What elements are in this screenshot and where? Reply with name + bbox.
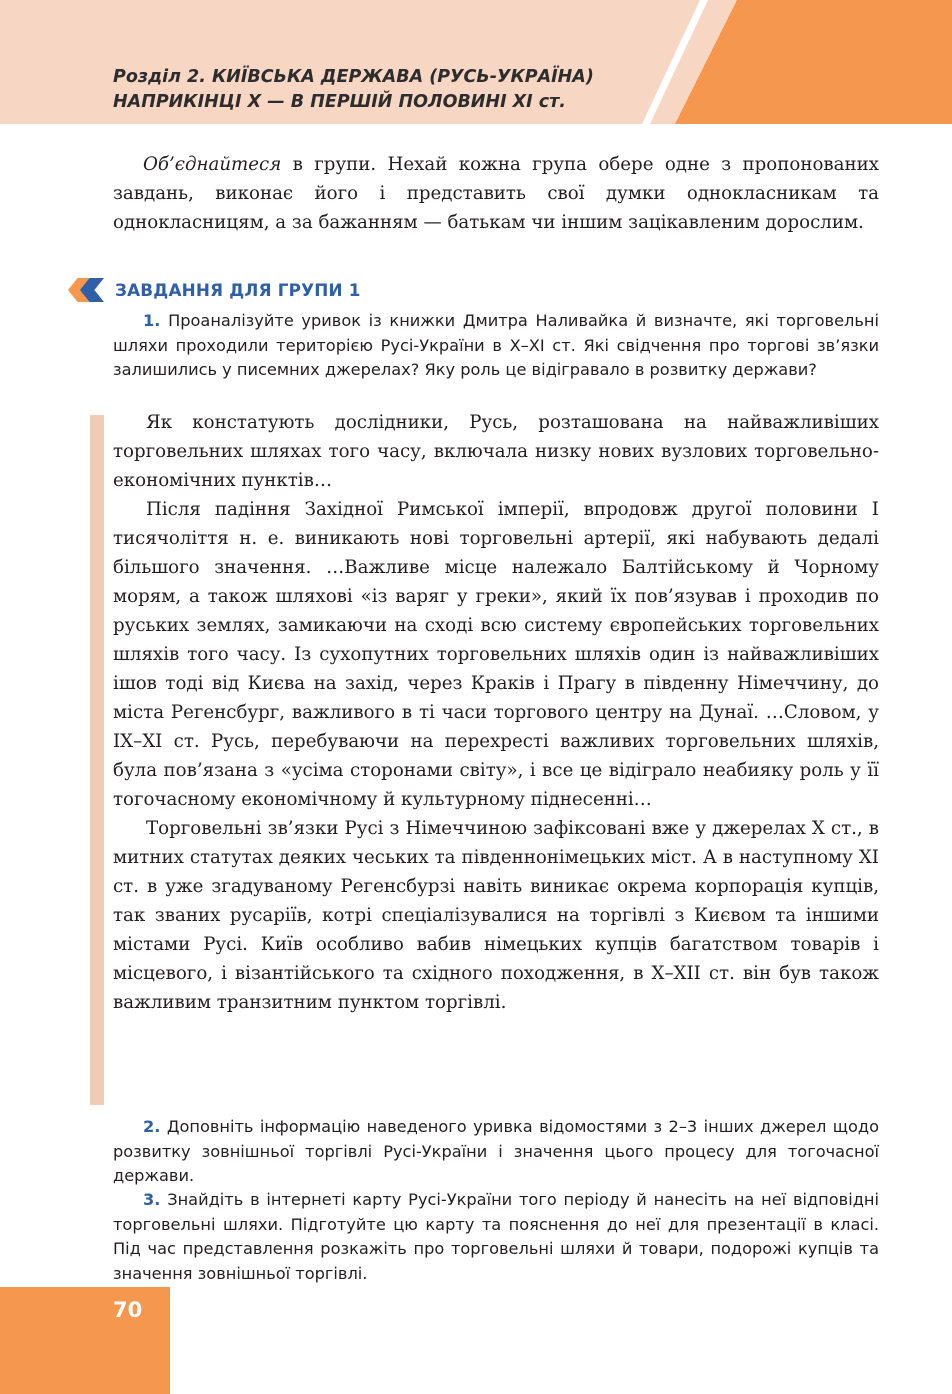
quote-block <box>113 408 879 1017</box>
question-1-text: Проаналізуйте уривок із книжки Дмитра Наливайка й визначте, які торговельні шляхи проходили територією Русі-України в Х–ХІ ст. Які свідчення про торгові зв’язки залишились у писемних джерелах? Яку роль це відігравало в розвитку держави? <box>113 311 879 379</box>
task-heading <box>68 278 361 302</box>
quote-paragraph-3: Торговельні зв’язки Русі з Німеччиною зафіксовані вже у джерелах Х ст., в митних статутах деяких чеських та південнонімецьких міст. А в наступному ХІ ст. в уже згадуваному Регенсбурзі навіть виникає окрема корпорація купців, так званих русаріїв, котрі спеціалізувалися на торгівлі з Києвом та іншими містами Русі. Київ особливо вабив німецьких купців багатством товарів і місцевого, і візантійського та східного походження, в Х–ХІІ ст. він був також важливим транзитним пунктом торгівлі. <box>113 818 879 1013</box>
quote-paragraph-2: Після падіння Західної Римської імперії, впродовж другої половини І тисячоліття н. е. виникають нові торговельні артерії, які набувають дедалі більшого значення. …Важливе місце належало Балтійському й Чорному морям, а також шляхові «із варяг у греки», який їх пов’язував і проходив по руських землях, замикаючи на сході всю систему європейських торговельних шляхів того часу. Із сухопутних торговельних шляхів один із найважливіших ішов тоді від Києва на захід, через Краків і Прагу в південну Німеччину, до міста Регенсбург, важливого в ті часи торгового центру на Дунаї. …Словом, у ІХ–ХІ ст. Русь, перебуваючи на перехресті важливих торговельних шляхів, була пов’язана з «усіма сторонами світу», і все це відіграло неабияку роль у її тогочасному економічному й культурному піднесенні… <box>113 499 879 810</box>
question-2-text: Доповніть інформацію наведеного уривка відомостями з 2–3 інших джерел щодо розвитку зовнішньої торгівлі Русі-України і значення цього процесу для тогочасної держави. <box>113 1117 879 1185</box>
page-number: 70 <box>113 1298 143 1322</box>
intro-text: в групи. Нехай кожна група обере одне з пропонованих завдань, виконає його і представить свої думки однокласникам та однокласницям, а за бажанням — батькам чи іншим зацікавленим дорослим. <box>113 154 879 233</box>
question-2-number: 2. <box>143 1117 161 1136</box>
page-number-box <box>0 1287 170 1394</box>
question-3 <box>113 1188 879 1286</box>
intro-emphasis: Об’єднайтеся <box>143 154 282 175</box>
quote-paragraph-1: Як констатують дослідники, Русь, розташована на найважливіших торговельних шляхах того часу, включала низку нових вузлових торговельно-економічних пунктів… <box>113 412 879 491</box>
intro-paragraph <box>113 150 879 237</box>
chapter-title-line-1: Розділ 2. КИЇВСЬКА ДЕРЖАВА (РУСЬ-УКРАЇНА) <box>113 67 594 87</box>
chapter-title-line-2: НАПРИКІНЦІ Х — В ПЕРШІЙ ПОЛОВИНІ ХІ ст. <box>113 92 566 112</box>
double-chevron-left-icon <box>68 278 106 302</box>
question-1 <box>113 309 879 383</box>
chapter-title <box>113 65 673 115</box>
quote-bar <box>90 415 104 1105</box>
question-3-text: Знайдіть в інтернеті карту Русі-України того періоду й нанесіть на неї відповідні торговельні шляхи. Підготуйте цю карту та пояснення до неї для презентації в класі. Під час представлення розкажіть про торговельні шляхи й товари, подорожі купців та значення зовнішньої торгівлі. <box>113 1190 879 1283</box>
question-3-number: 3. <box>143 1190 161 1209</box>
task-title: ЗАВДАННЯ ДЛЯ ГРУПИ 1 <box>115 280 361 300</box>
question-2 <box>113 1115 879 1189</box>
question-1-number: 1. <box>143 311 161 330</box>
